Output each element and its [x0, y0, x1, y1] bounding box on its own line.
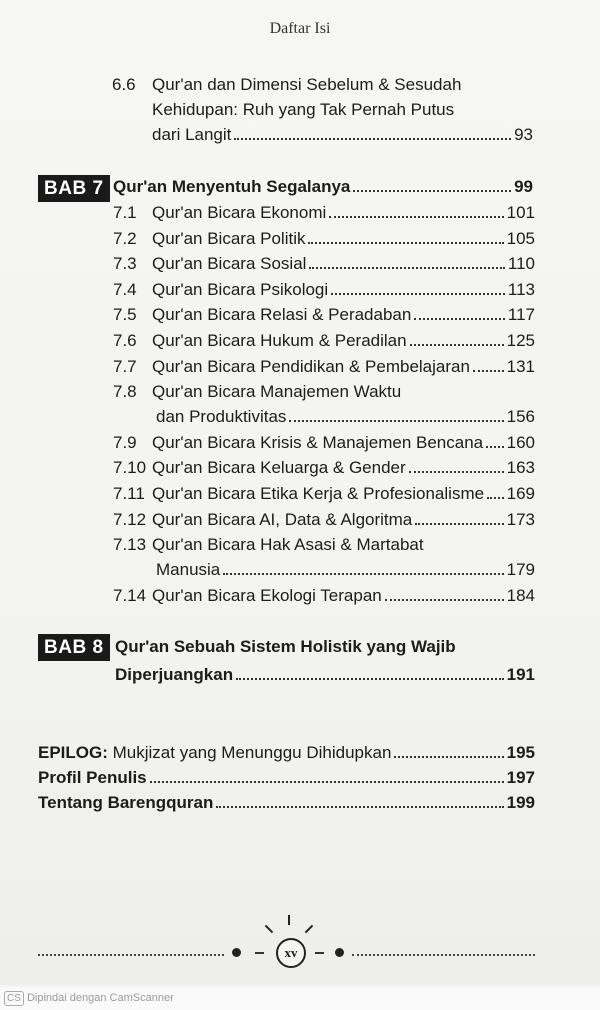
- toc-entry: [152, 200, 535, 225]
- dot-leader: [309, 266, 504, 269]
- entry-label-line2: Manusia: [156, 560, 221, 580]
- entry-page: 131: [506, 356, 535, 376]
- dot-leader: [308, 241, 503, 244]
- toc-entry: [152, 277, 535, 302]
- profil-page: 197: [506, 768, 535, 787]
- epilog-page: 195: [506, 743, 535, 762]
- entry-number: 7.11: [113, 484, 145, 503]
- entry-label: Qur'an Bicara Ekonomi: [152, 203, 327, 222]
- chapter-7-title: Qur'an Menyentuh Segalanya: [113, 177, 351, 196]
- entry-label: Qur'an Bicara Sosial: [152, 254, 307, 274]
- toc-entry: [152, 328, 535, 353]
- footer-dash-left: [255, 952, 264, 954]
- entry-page: 101: [506, 203, 535, 222]
- tentang-label: Tentang Barengquran: [38, 793, 214, 812]
- entry-label: Qur'an Bicara Politik: [152, 228, 306, 248]
- dot-leader: [331, 292, 505, 295]
- dot-leader: [487, 496, 504, 499]
- toc-entry: [152, 302, 535, 327]
- dot-leader: [150, 780, 504, 783]
- entry-number: 7.2: [113, 228, 137, 248]
- entry-label: Qur'an Bicara Etika Kerja & Profesionalisme: [152, 484, 485, 503]
- footer-dot-leader-right: [352, 953, 535, 956]
- footer-dot-leader-left: [38, 953, 224, 956]
- entry-label-line1: Qur'an dan Dimensi Sebelum & Sesudah: [152, 75, 462, 94]
- entry-label: Qur'an Bicara AI, Data & Algoritma: [152, 509, 413, 529]
- chapter-badge-7: BAB 7: [38, 175, 110, 202]
- sun-ray-icon: [288, 915, 290, 925]
- dot-leader: [415, 522, 503, 525]
- footer-dot-left: [232, 948, 241, 957]
- entry-number: 7.1: [113, 203, 137, 222]
- entry-page: 184: [506, 585, 535, 605]
- toc-entry: [152, 583, 535, 608]
- toc-entry-6-6-leader: [152, 122, 533, 147]
- dot-leader: [473, 369, 504, 372]
- entry-number: 7.5: [113, 305, 137, 325]
- toc-entry: [156, 404, 535, 429]
- toc-entry: [152, 430, 535, 455]
- entry-number: 7.14: [113, 585, 147, 605]
- entry-page: 160: [506, 432, 535, 452]
- dot-leader: [409, 470, 504, 473]
- dot-leader: [353, 189, 511, 192]
- toc-tentang-barengquran: [38, 790, 535, 815]
- sun-ray-icon: [305, 925, 313, 933]
- chapter-7-heading: [113, 174, 533, 199]
- entry-label: Qur'an Bicara Relasi & Peradaban: [152, 305, 412, 325]
- epilog-label-bold: EPILOG:: [38, 743, 108, 762]
- entry-label: Qur'an Bicara Ekologi Terapan: [152, 585, 382, 605]
- entry-number: 7.6: [113, 331, 137, 350]
- entry-label: Qur'an Bicara Hukum & Peradilan: [152, 331, 407, 350]
- camscanner-logo-icon: CS: [4, 991, 24, 1006]
- dot-leader: [329, 215, 503, 218]
- footer-dot-right: [335, 948, 344, 957]
- entry-number: 7.12: [113, 509, 147, 529]
- footer-dash-right: [315, 952, 324, 954]
- page-header: Daftar Isi: [269, 20, 331, 37]
- entry-page: 105: [506, 228, 535, 248]
- entry-page: 125: [506, 331, 535, 350]
- dot-leader: [394, 755, 503, 758]
- entry-number: 7.3: [113, 254, 137, 274]
- toc-profil-penulis: [38, 765, 535, 790]
- entry-page: 117: [507, 305, 535, 325]
- scanner-watermark: [0, 987, 600, 1010]
- entry-number: 7.10: [113, 458, 147, 478]
- chapter-8-title-line2: Diperjuangkan: [115, 665, 234, 684]
- entry-number: 7.13: [113, 535, 147, 555]
- dot-leader: [414, 317, 505, 320]
- epilog-label: Mukjizat yang Menunggu Dihidupkan: [107, 743, 392, 762]
- entry-label: Qur'an Bicara Psikologi: [152, 279, 329, 299]
- dot-leader: [385, 598, 504, 601]
- entry-label: Qur'an Bicara Manajemen Waktu: [152, 382, 402, 402]
- entry-label-line2: dan Produktivitas: [156, 407, 287, 427]
- sun-ray-icon: [265, 925, 273, 933]
- entry-number: 7.8: [113, 382, 137, 402]
- toc-entry: [152, 354, 535, 379]
- entry-label-line3: dari Langit: [152, 125, 232, 144]
- scanner-text: Dipindai dengan CamScanner: [26, 992, 174, 1004]
- chapter-badge-8: BAB 8: [38, 634, 110, 661]
- entry-page: 113: [507, 279, 535, 299]
- tentang-page: 199: [506, 793, 535, 812]
- toc-epilog: [38, 740, 535, 765]
- entry-label: Qur'an Bicara Keluarga & Gender: [152, 458, 406, 478]
- dot-leader: [236, 677, 504, 680]
- chapter-8-title-line1: Qur'an Sebuah Sistem Holistik yang Wajib: [115, 637, 456, 656]
- entry-page: 179: [506, 560, 535, 580]
- toc-entry: [152, 251, 535, 276]
- entry-page: 169: [506, 484, 535, 503]
- entry-label: Qur'an Bicara Hak Asasi & Martabat: [152, 535, 424, 555]
- entry-number: 7.4: [113, 279, 137, 299]
- entry-number: 7.9: [113, 432, 137, 452]
- entry-label-line2: Kehidupan: Ruh yang Tak Pernah Putus: [152, 100, 455, 119]
- toc-entry: [152, 481, 535, 506]
- chapter-7-page: 99: [514, 177, 533, 196]
- entry-number: 7.7: [113, 356, 137, 376]
- dot-leader: [486, 445, 503, 448]
- toc-entry: [152, 507, 535, 532]
- chapter-8-heading: [115, 662, 535, 687]
- entry-page: 156: [506, 407, 535, 427]
- entry-page: 163: [506, 458, 535, 478]
- entry-page: 110: [507, 254, 535, 274]
- chapter-8-page: 191: [506, 665, 535, 684]
- dot-leader: [289, 419, 503, 422]
- dot-leader: [216, 805, 503, 808]
- entry-page: 173: [506, 509, 535, 529]
- entry-page: 93: [514, 125, 533, 144]
- dot-leader: [223, 572, 503, 575]
- dot-leader: [410, 343, 504, 346]
- profil-label: Profil Penulis: [38, 768, 147, 787]
- entry-label: Qur'an Bicara Pendidikan & Pembelajaran: [152, 356, 470, 376]
- toc-entry: [152, 226, 535, 251]
- toc-entry: [152, 455, 535, 480]
- page-number: xv: [276, 938, 306, 968]
- dot-leader: [234, 137, 511, 140]
- entry-number: 6.6: [112, 75, 136, 94]
- entry-label: Qur'an Bicara Krisis & Manajemen Bencana: [152, 432, 484, 452]
- toc-entry: [156, 557, 535, 582]
